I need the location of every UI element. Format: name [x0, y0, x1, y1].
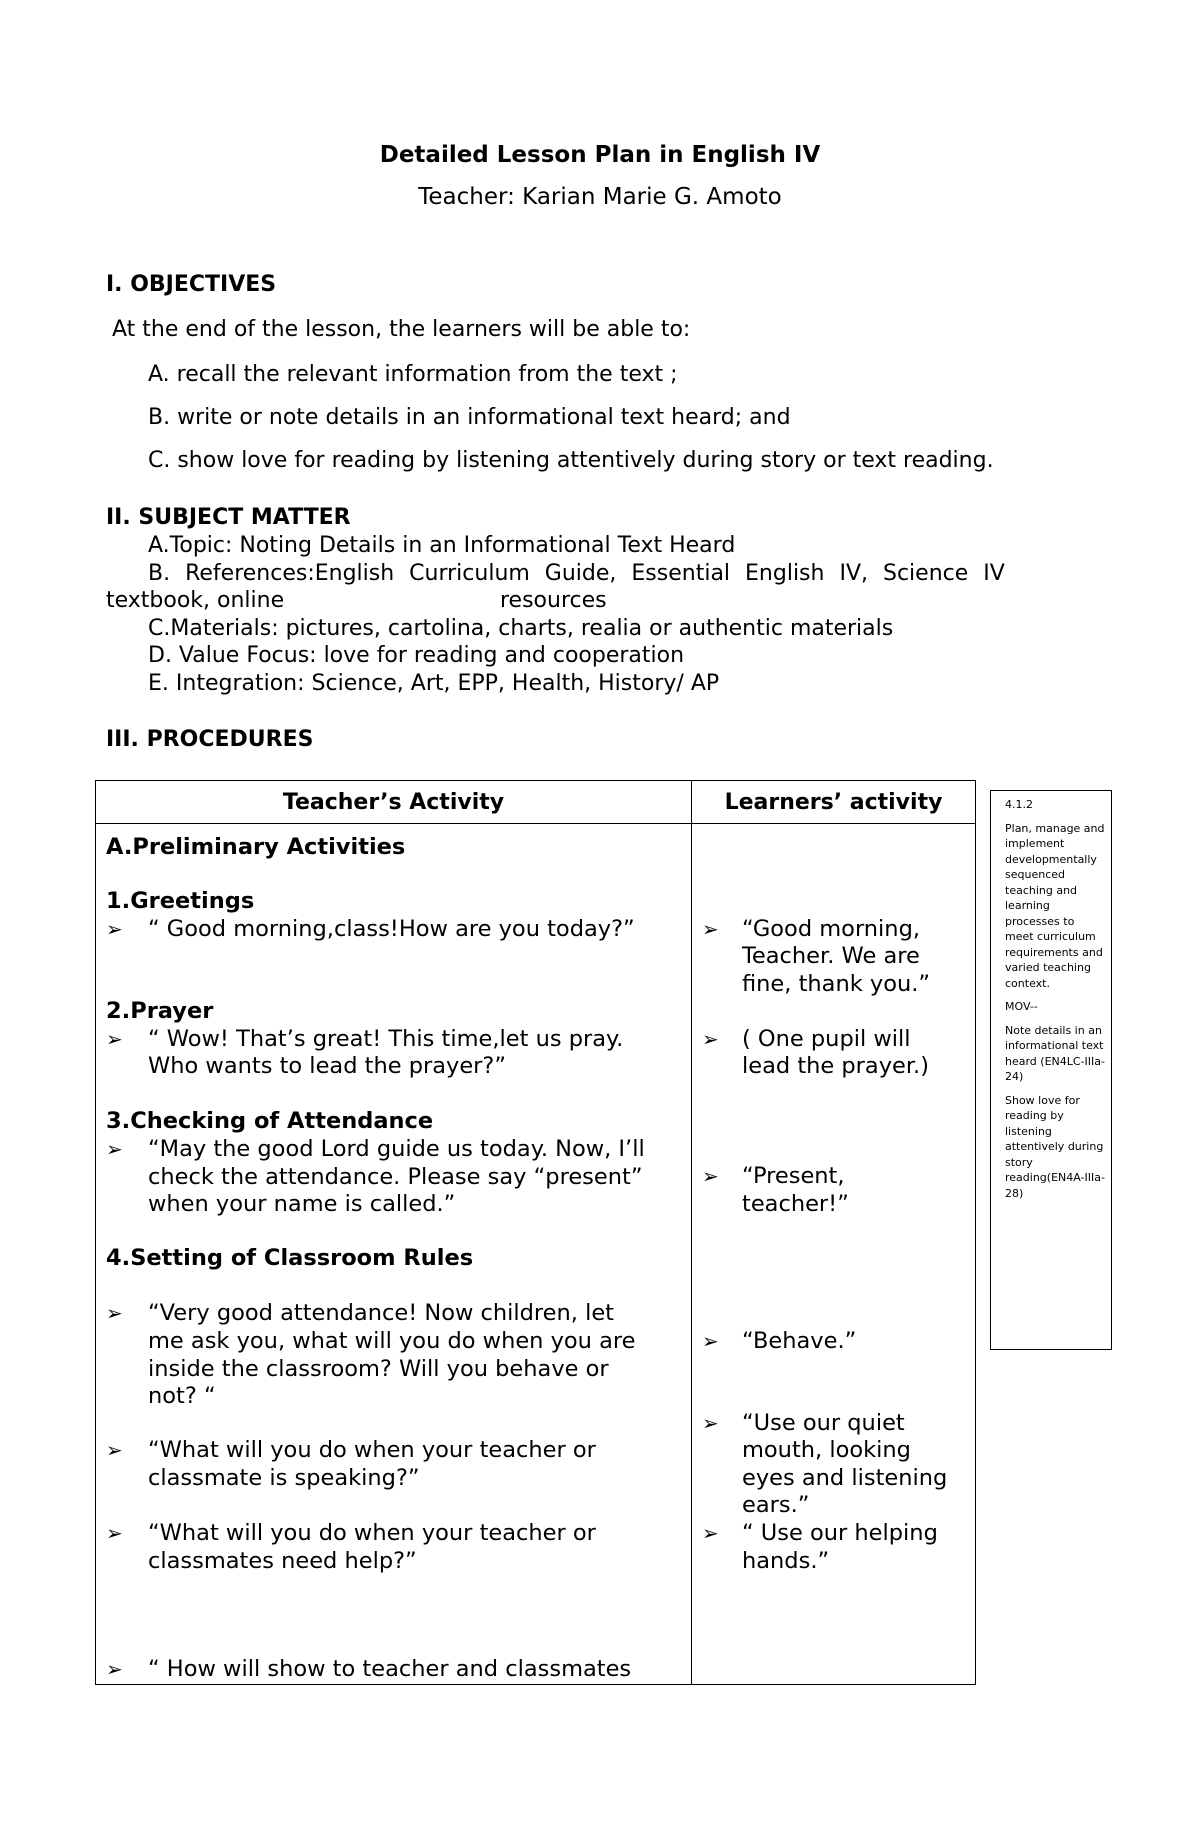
rules-learner-line: hands.” [742, 1548, 830, 1574]
bullet-arrow-icon: ➢ [106, 1521, 123, 1545]
references-line-1: B. References:English Curriculum Guide, Essential English IV, Science IV [148, 561, 1005, 586]
rules-learner-line: “Behave.” [742, 1328, 857, 1354]
prayer-teacher-line: “ Wow! That’s great! This time,let us pray. [148, 1026, 624, 1052]
attendance-learner-line: teacher!” [742, 1191, 849, 1217]
prayer-heading: 2.Prayer [106, 998, 214, 1024]
teacher-name: Teacher: Karian Marie G. Amoto [418, 184, 782, 210]
teacher-activity-header: Teacher’s Activity [96, 781, 692, 824]
bullet-arrow-icon: ➢ [106, 1438, 123, 1462]
prayer-teacher-line: Who wants to lead the prayer?” [148, 1053, 507, 1079]
rules-teacher-line: inside the classroom? Will you behave or [148, 1356, 609, 1382]
attendance-learner-line: “Present, [742, 1163, 845, 1189]
bullet-arrow-icon: ➢ [702, 1027, 719, 1051]
rules-learner-line: “Use our quiet [742, 1410, 905, 1436]
rules-teacher-line: “What will you do when your teacher or [148, 1520, 596, 1546]
attendance-teacher-line: when your name is called.” [148, 1191, 456, 1217]
objective-a: A. recall the relevant information from the text ; [148, 362, 678, 387]
prayer-learner-line: lead the prayer.) [742, 1053, 929, 1079]
learners-activity-cell [692, 824, 976, 1685]
attendance-heading: 3.Checking of Attendance [106, 1108, 434, 1134]
rules-teacher-line: “Very good attendance! Now children, let [148, 1300, 615, 1326]
bullet-arrow-icon: ➢ [106, 1027, 123, 1051]
bullet-arrow-icon: ➢ [106, 1657, 123, 1681]
competency-code: 4.1.2 [1005, 798, 1033, 811]
bullet-arrow-icon: ➢ [702, 1164, 719, 1188]
rules-teacher-line: classmate is speaking?” [148, 1465, 420, 1491]
bullet-arrow-icon: ➢ [702, 1521, 719, 1545]
mov-note-1: Note details in an informational text heard (EN4LC-IIIa-24) [1005, 1023, 1105, 1083]
integration: E. Integration: Science, Art, EPP, Health, History/ AP [148, 671, 720, 696]
subject-matter-heading: II. SUBJECT MATTER [106, 505, 351, 530]
rules-learner-line: eyes and listening [742, 1465, 948, 1491]
bullet-arrow-icon: ➢ [702, 1411, 719, 1435]
preliminary-heading: A.Preliminary Activities [106, 834, 406, 860]
greeting-teacher: “ Good morning,class!How are you today?” [148, 916, 635, 942]
bullet-arrow-icon: ➢ [106, 917, 123, 941]
rules-teacher-line: me ask you, what will you do when you are [148, 1328, 636, 1354]
bullet-arrow-icon: ➢ [106, 1301, 123, 1325]
objectives-intro: At the end of the lesson, the learners will be able to: [112, 317, 691, 342]
bullet-arrow-icon: ➢ [702, 917, 719, 941]
mov-label: MOV-- [1005, 1000, 1038, 1013]
document-title: Detailed Lesson Plan in English IV [379, 142, 821, 168]
rules-teacher-line: not? “ [148, 1383, 216, 1409]
greeting-learner-line: “Good morning, [742, 916, 921, 942]
rules-teacher-line: “ How will show to teacher and classmates [148, 1656, 632, 1682]
objective-c: C. show love for reading by listening attentively during story or text reading. [148, 448, 994, 473]
attendance-teacher-line: check the attendance. Please say “present” [148, 1164, 643, 1190]
bullet-arrow-icon: ➢ [702, 1329, 719, 1353]
references-line-2b: resources [500, 588, 607, 613]
greeting-learner-line: fine, thank you.” [742, 971, 931, 997]
competency-description: Plan, manage and implement developmentally sequenced teaching and learning processes to meet curriculum requirements and varied teaching context. [1005, 821, 1105, 990]
objective-b: B. write or note details in an informational text heard; and [148, 405, 791, 430]
greeting-learner-line: Teacher. We are [742, 943, 920, 969]
teacher-activity-cell [96, 824, 692, 1685]
bullet-arrow-icon: ➢ [106, 1137, 123, 1161]
rules-learner-line: ears.” [742, 1492, 810, 1518]
rules-teacher-line: classmates need help?” [148, 1548, 417, 1574]
topic: A.Topic: Noting Details in an Informational Text Heard [148, 533, 736, 558]
greetings-heading: 1.Greetings [106, 888, 255, 914]
learners-activity-header: Learners’ activity [692, 781, 976, 824]
materials: C.Materials: pictures, cartolina, charts, realia or authentic materials [148, 616, 894, 641]
attendance-teacher-line: “May the good Lord guide us today. Now, I’ll [148, 1136, 645, 1162]
mov-note-2: Show love for reading by listening attentively during story reading(EN4A-IIIa-28) [1005, 1093, 1105, 1200]
objectives-heading: I. OBJECTIVES [106, 272, 277, 297]
competency-side-note [990, 790, 1112, 1350]
rules-learner-line: “ Use our helping [742, 1520, 938, 1546]
prayer-learner-line: ( One pupil will [742, 1026, 911, 1052]
references-line-2a: textbook, online [106, 588, 285, 613]
rules-heading: 4.Setting of Classroom Rules [106, 1245, 474, 1271]
procedures-table [95, 780, 976, 1685]
value-focus: D. Value Focus: love for reading and cooperation [148, 643, 685, 668]
rules-learner-line: mouth, looking [742, 1437, 911, 1463]
procedures-heading: III. PROCEDURES [106, 727, 314, 752]
rules-teacher-line: “What will you do when your teacher or [148, 1437, 596, 1463]
